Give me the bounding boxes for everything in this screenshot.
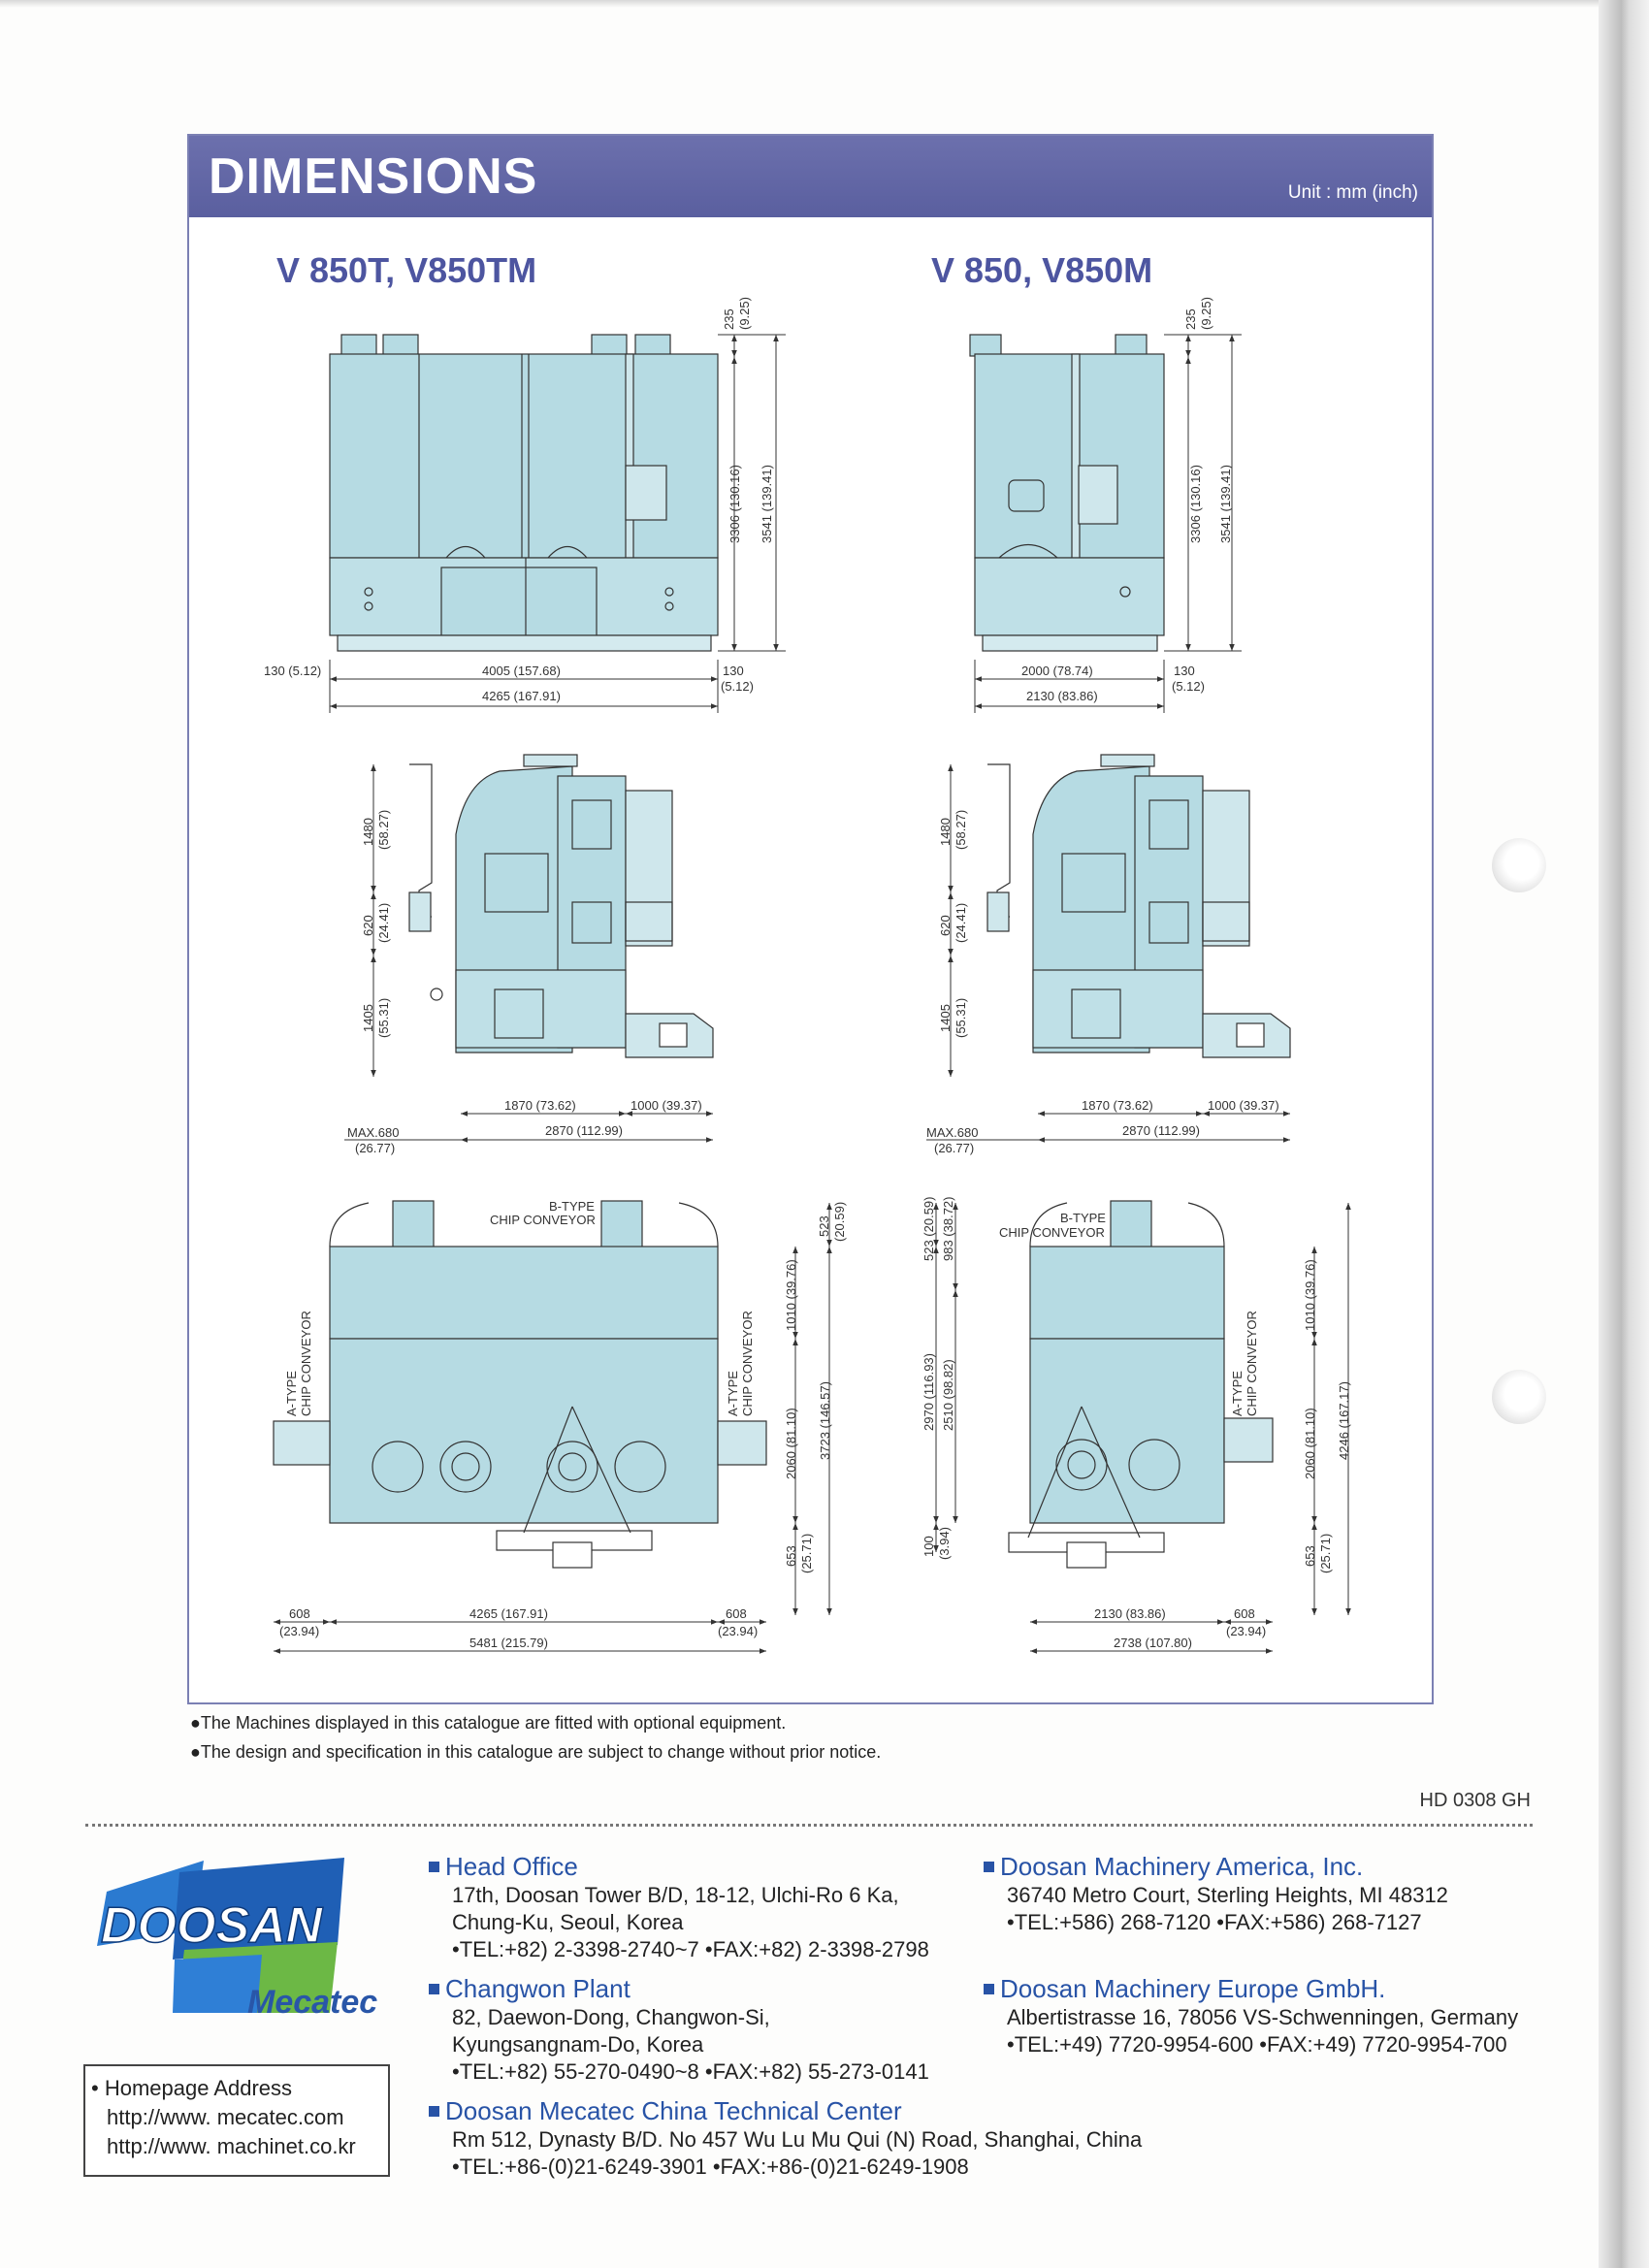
office-head-line-3: •TEL:+82) 2-3398-2740~7 •FAX:+82) 2-3398-2798 xyxy=(452,1937,929,1961)
plan-right-2510: 2510 (98.82) xyxy=(941,1359,955,1431)
side-right-1405-in: (55.31) xyxy=(954,997,968,1038)
plan-left-5481: 5481 (215.79) xyxy=(469,1636,548,1650)
office-america-line-2: •TEL:+586) 268-7120 •FAX:+586) 268-7127 xyxy=(1007,1910,1422,1934)
side-left-1405-in: (55.31) xyxy=(376,997,391,1038)
plan-right-2970: 2970 (116.93) xyxy=(922,1353,936,1431)
bullet-square-icon xyxy=(984,1862,994,1872)
model-title-right: V 850, V850M xyxy=(931,250,1153,290)
plan-left-608a-in: (23.94) xyxy=(279,1624,320,1638)
side-right-620: 620 xyxy=(938,915,953,936)
plan-left-btype: B-TYPE xyxy=(549,1199,595,1214)
side-right-1870: 1870 (73.62) xyxy=(1082,1098,1153,1113)
brand-sub: Mecatec xyxy=(247,1984,378,2021)
model-title-left: V 850T, V850TM xyxy=(276,250,537,290)
office-china-title: Doosan Mecatec China Technical Center xyxy=(429,2095,1142,2126)
dim-left-235: 235 xyxy=(722,308,736,330)
unit-label: Unit : mm (inch) xyxy=(1287,182,1418,203)
side-left-1405: 1405 xyxy=(361,1004,375,1032)
plan-right-btype: B-TYPE xyxy=(1060,1211,1106,1225)
dim-left-235-in: (9.25) xyxy=(737,297,752,330)
plan-right-608: 608 xyxy=(1234,1606,1255,1621)
side-right-1480-in: (58.27) xyxy=(954,809,968,850)
note-2: ●The design and specification in this catalogue are subject to change without prior notice. xyxy=(190,1742,882,1762)
dim-left-130b: 130 xyxy=(723,664,744,678)
plan-right-983: 983 (38.72) xyxy=(941,1196,955,1261)
plan-right-608-in: (23.94) xyxy=(1226,1624,1267,1638)
plan-left-608b-in: (23.94) xyxy=(718,1624,759,1638)
office-america-line-1: 36740 Metro Court, Sterling Heights, MI 48312 xyxy=(1007,1883,1448,1907)
notes xyxy=(190,1713,881,1771)
office-head xyxy=(429,1851,929,1963)
homepage-url-2[interactable]: http://www. machinet.co.kr xyxy=(107,2134,356,2158)
dim-right-2130: 2130 (83.86) xyxy=(1026,689,1098,703)
homepage-box xyxy=(83,2064,390,2177)
plan-left-chip-l: CHIP CONVEYOR xyxy=(299,1311,313,1416)
plan-right-1010: 1010 (39.76) xyxy=(1303,1259,1317,1331)
dotted-divider xyxy=(85,1824,1533,1827)
homepage-label: • Homepage Address xyxy=(91,2076,293,2100)
plan-right-653: 653 xyxy=(1303,1545,1317,1567)
side-left-1480: 1480 xyxy=(361,818,375,846)
logo-text: DOOSAN xyxy=(101,1897,323,1954)
office-head-line-1: 17th, Doosan Tower B/D, 18-12, Ulchi-Ro 6 Ka, xyxy=(452,1883,899,1907)
office-changwon-line-2: Kyungsangnam-Do, Korea xyxy=(452,2032,704,2057)
office-china-line-2: •TEL:+86-(0)21-6249-3901 •FAX:+86-(0)21-6249-1908 xyxy=(452,2155,969,2179)
office-changwon-line-3: •TEL:+82) 55-270-0490~8 •FAX:+82) 55-273-0141 xyxy=(452,2059,929,2084)
dim-left-130b-in: (5.12) xyxy=(721,679,754,694)
plan-right-2060: 2060 (81.10) xyxy=(1303,1408,1317,1479)
plan-left-atype-r: A-TYPE xyxy=(726,1371,740,1416)
front-view-right xyxy=(970,335,1164,651)
side-left-620: 620 xyxy=(361,915,375,936)
side-right-1405: 1405 xyxy=(938,1004,953,1032)
side-view-left xyxy=(409,755,713,1057)
plan-right-chip-r: CHIP CONVEYOR xyxy=(1245,1311,1259,1416)
note-1: ●The Machines displayed in this catalogue are fitted with optional equipment. xyxy=(190,1713,787,1733)
front-view-left xyxy=(330,335,718,651)
dim-left-130a: 130 (5.12) xyxy=(264,664,322,678)
plan-left-atype-l: A-TYPE xyxy=(284,1371,299,1416)
side-left-max680: MAX.680 xyxy=(347,1125,400,1140)
side-right-1480: 1480 xyxy=(938,818,953,846)
bullet-square-icon xyxy=(429,1862,439,1872)
dim-right-235-in: (9.25) xyxy=(1199,297,1213,330)
plan-right-653-in: (25.71) xyxy=(1318,1533,1333,1573)
plan-left-653: 653 xyxy=(784,1545,798,1567)
plan-left-523: 523 xyxy=(817,1215,831,1237)
homepage-url-1[interactable]: http://www. mecatec.com xyxy=(107,2105,344,2129)
dim-left-4265: 4265 (167.91) xyxy=(482,689,561,703)
plan-left-523-in: (20.59) xyxy=(832,1201,847,1242)
bullet-square-icon xyxy=(429,1984,439,1994)
page-title: DIMENSIONS xyxy=(209,148,538,205)
dim-left-3306: 3306 (130.16) xyxy=(728,465,742,543)
plan-right-2130: 2130 (83.86) xyxy=(1094,1606,1166,1621)
plan-left-3723: 3723 (146.57) xyxy=(818,1381,832,1460)
side-view-right xyxy=(987,755,1290,1057)
dim-right-3541: 3541 (139.41) xyxy=(1218,465,1233,543)
plan-right-100-in: (3.94) xyxy=(937,1527,952,1560)
plan-right-chip: CHIP CONVEYOR xyxy=(999,1225,1105,1240)
side-left-1000: 1000 (39.37) xyxy=(630,1098,702,1113)
office-changwon xyxy=(429,1973,929,2086)
office-changwon-title: Changwon Plant xyxy=(429,1973,929,2004)
side-right-max680-in: (26.77) xyxy=(934,1141,975,1155)
side-right-620-in: (24.41) xyxy=(954,902,968,943)
dim-right-235: 235 xyxy=(1183,308,1198,330)
side-right-2870: 2870 (112.99) xyxy=(1122,1123,1200,1138)
office-head-line-2: Chung-Ku, Seoul, Korea xyxy=(452,1910,684,1934)
plan-left-chip: CHIP CONVEYOR xyxy=(490,1213,596,1227)
office-europe xyxy=(984,1973,1518,2058)
side-left-2870: 2870 (112.99) xyxy=(545,1123,623,1138)
plan-left-chip-r: CHIP CONVEYOR xyxy=(740,1311,755,1416)
document-code: HD 0308 GH xyxy=(1419,1790,1531,1811)
bullet-square-icon xyxy=(984,1984,994,1994)
plan-right-4246: 4246 (167.17) xyxy=(1337,1381,1351,1460)
dim-left-3541: 3541 (139.41) xyxy=(760,465,774,543)
plan-left-4265: 4265 (167.91) xyxy=(469,1606,548,1621)
office-changwon-line-1: 82, Daewon-Dong, Changwon-Si, xyxy=(452,2005,770,2029)
office-europe-title: Doosan Machinery Europe GmbH. xyxy=(984,1973,1518,2004)
office-europe-line-1: Albertistrasse 16, 78056 VS-Schwenningen, Germany xyxy=(1007,2005,1519,2029)
side-right-1000: 1000 (39.37) xyxy=(1208,1098,1279,1113)
side-left-1870: 1870 (73.62) xyxy=(504,1098,576,1113)
plan-left-608a: 608 xyxy=(289,1606,310,1621)
bullet-square-icon xyxy=(429,2106,439,2117)
side-left-620-in: (24.41) xyxy=(376,902,391,943)
plan-view-left xyxy=(274,1201,766,1568)
plan-left-2060: 2060 (81.10) xyxy=(784,1408,798,1479)
office-america xyxy=(984,1851,1448,1936)
plan-right-100: 100 xyxy=(922,1536,936,1557)
dim-right-2000: 2000 (78.74) xyxy=(1021,664,1093,678)
office-europe-line-2: •TEL:+49) 7720-9954-600 •FAX:+49) 7720-9954-700 xyxy=(1007,2032,1507,2057)
office-china-line-1: Rm 512, Dynasty B/D. No 457 Wu Lu Mu Qui (N) Road, Shanghai, China xyxy=(452,2127,1143,2152)
plan-left-608b: 608 xyxy=(726,1606,747,1621)
dim-right-3306: 3306 (130.16) xyxy=(1188,465,1203,543)
office-america-title: Doosan Machinery America, Inc. xyxy=(984,1851,1448,1882)
dim-right-130: 130 xyxy=(1174,664,1195,678)
office-china xyxy=(429,2095,1142,2181)
plan-right-2738: 2738 (107.80) xyxy=(1114,1636,1192,1650)
dim-left-4005: 4005 (157.68) xyxy=(482,664,561,678)
side-right-max680: MAX.680 xyxy=(926,1125,979,1140)
dim-right-130-in: (5.12) xyxy=(1172,679,1205,694)
plan-right-atype: A-TYPE xyxy=(1230,1371,1245,1416)
office-head-title: Head Office xyxy=(429,1851,929,1882)
plan-left-653-in: (25.71) xyxy=(799,1533,814,1573)
side-left-1480-in: (58.27) xyxy=(376,809,391,850)
side-left-max680-in: (26.77) xyxy=(355,1141,396,1155)
plan-right-523: 523 (20.59) xyxy=(922,1196,936,1261)
plan-left-1010: 1010 (39.76) xyxy=(784,1259,798,1331)
